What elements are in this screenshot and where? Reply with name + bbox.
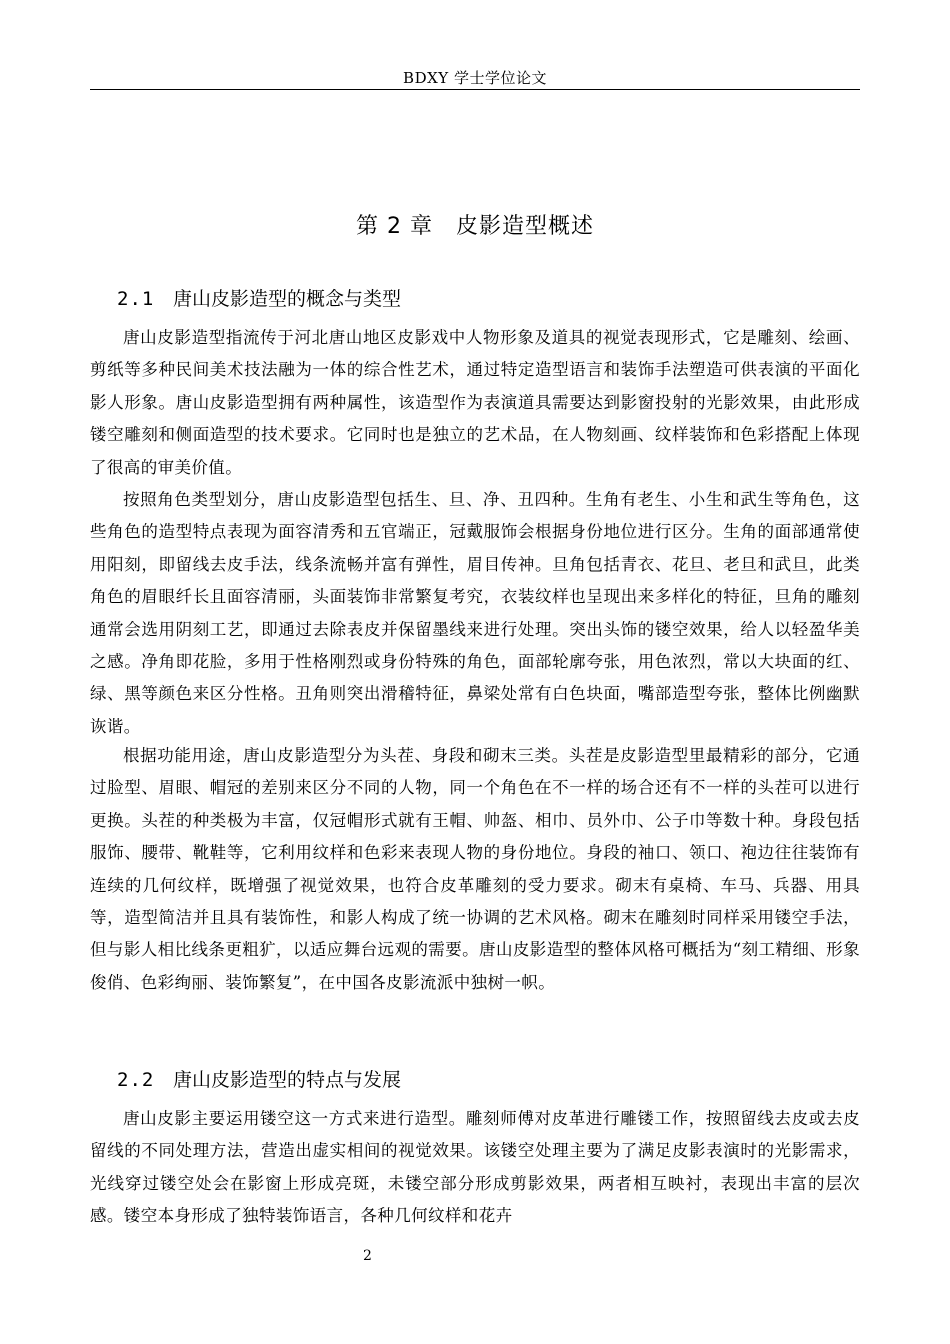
section-title-text: 唐山皮影造型的特点与发展: [173, 1069, 402, 1091]
section-heading-2-2: [117, 1067, 401, 1093]
page-number: 2: [363, 1248, 372, 1264]
section-heading-2-1: [117, 286, 401, 312]
header-rule: [90, 89, 860, 90]
section-title-text: 唐山皮影造型的概念与类型: [173, 288, 402, 310]
paragraph: 唐山皮影造型指流传于河北唐山地区皮影戏中人物形象及道具的视觉表现形式，它是雕刻、绘画、剪纸等多种民间美术技法融为一体的综合性艺术，通过特定造型语言和装饰手法塑造可供表演的平面化影人形象。唐山皮影造型拥有两种属性，该造型作为表演道具需要达到影窗投射的光影效果，由此形成镂空雕刻和侧面造型的技术要求。它同时也是独立的艺术品，在人物刻画、纹样装饰和色彩搭配上体现了很高的审美价值。: [90, 328, 860, 477]
section-number: 2.1: [117, 288, 155, 310]
paragraph: 按照角色类型划分，唐山皮影造型包括生、旦、净、丑四种。生角有老生、小生和武生等角色，这些角色的造型特点表现为面容清秀和五官端正，冠戴服饰会根据身份地位进行区分。生角的面部通常使用阳刻，即留线去皮手法，线条流畅并富有弹性，眉目传神。旦角包括青衣、花旦、老旦和武旦，此类角色的眉眼纤长且面容清丽，头面装饰非常繁复考究，衣装纹样也呈现出来多样化的特征，旦角的雕刻通常会选用阴刻工艺，即通过去除表皮并保留墨线来进行处理。突出头饰的镂空效果，给人以轻盈华美之感。净角即花脸，多用于性格刚烈或身份特殊的角色，面部轮廓夸张，用色浓烈，常以大块面的红、绿、黑等颜色来区分性格。丑角则突出滑稽特征，鼻梁处常有白色块面，嘴部造型夸张，整体比例幽默诙谐。: [90, 490, 860, 736]
paragraph: 唐山皮影主要运用镂空这一方式来进行造型。雕刻师傅对皮革进行雕镂工作，按照留线去皮或去皮留线的不同处理方法，营造出虚实相间的视觉效果。该镂空处理主要为了满足皮影表演时的光影需求，光线穿过镂空处会在影窗上形成亮斑，未镂空部分形成剪影效果，两者相互映衬，表现出丰富的层次感。镂空本身形成了独特装饰语言，各种几何纹样和花卉: [90, 1109, 860, 1226]
paragraph: 根据功能用途，唐山皮影造型分为头茬、身段和砌末三类。头茬是皮影造型里最精彩的部分，它通过脸型、眉眼、帽冠的差别来区分不同的人物，同一个角色在不一样的场合还有不一样的头茬可以进行更换。头茬的种类极为丰富，仅冠帽形式就有王帽、帅盔、相巾、员外巾、公子巾等数十种。身段包括服饰、腰带、靴鞋等，它利用纹样和色彩来表现人物的身份地位。身段的袖口、领口、袍边往往装饰有连续的几何纹样，既增强了视觉效果，也符合皮革雕刻的受力要求。砌末有桌椅、车马、兵器、用具等，造型简洁并且具有装饰性，和影人构成了统一协调的艺术风格。砌末在雕刻时同样采用镂空手法，但与影人相比线条更粗犷，以适应舞台远观的需要。唐山皮影造型的整体风格可概括为“刻工精细、形象俊俏、色彩绚丽、装饰繁复”，在中国各皮影流派中独树一帜。: [90, 746, 860, 992]
section-number: 2.2: [117, 1069, 155, 1091]
chapter-title: 第 2 章 皮影造型概述: [356, 214, 594, 239]
running-header: BDXY 学士学位论文: [403, 69, 547, 87]
